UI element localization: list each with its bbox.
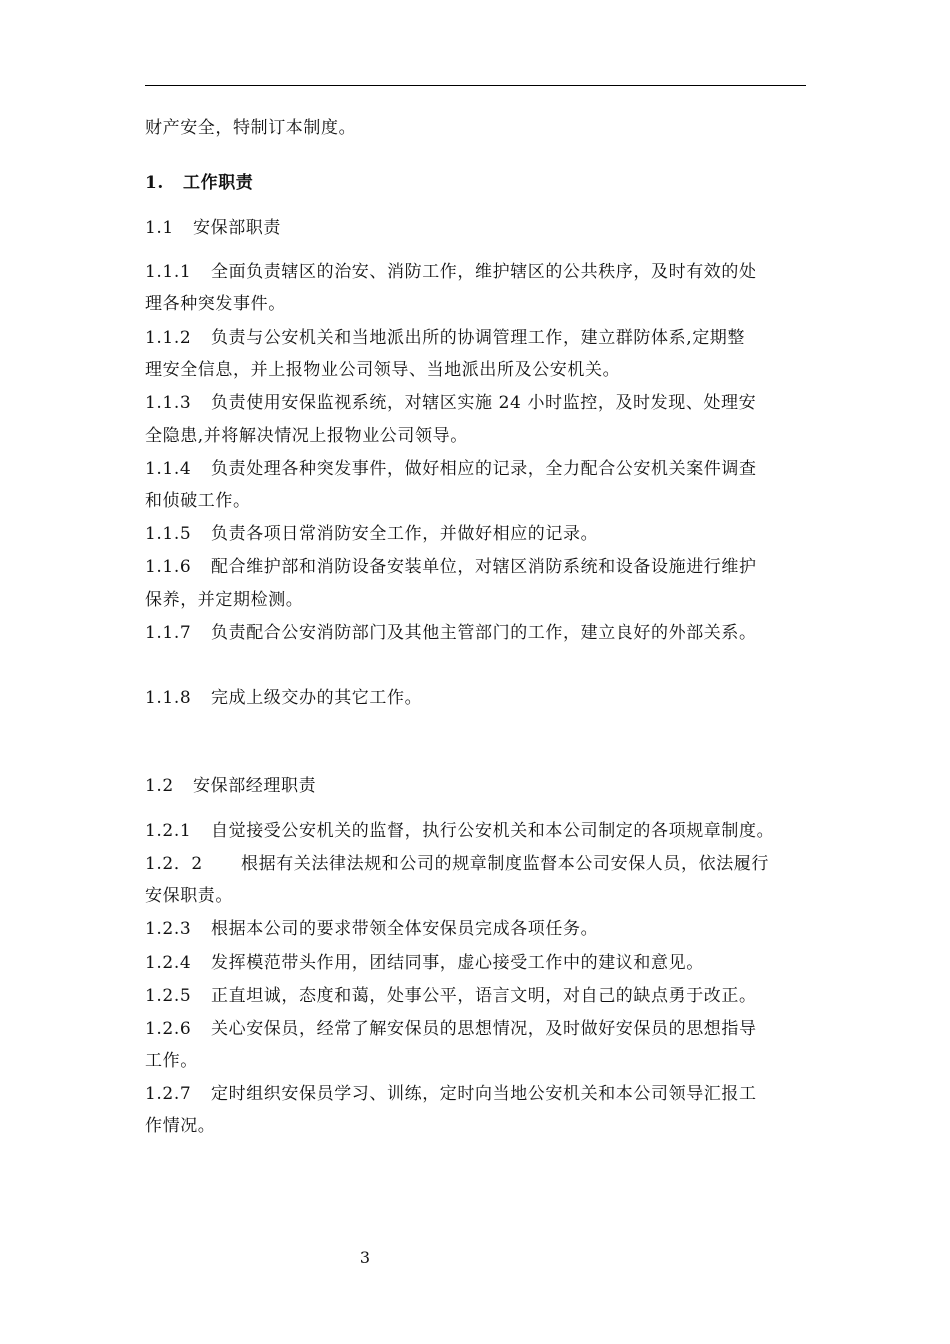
item-1-2-4-line-1 [145, 952, 825, 974]
item-1-1-2-line-1 [145, 327, 825, 349]
subsection-heading-1-2 [145, 775, 825, 797]
item-text: 负责处理各种突发事件，做好相应的记录，全力配合公安机关案件调查 [211, 459, 757, 479]
item-1-1-3-line-1 [145, 392, 825, 414]
item-number: 1.1.7 [145, 623, 192, 643]
item-1-1-5-line-1 [145, 523, 825, 545]
item-number: 1.2.3 [145, 919, 192, 939]
section-heading [145, 172, 825, 194]
item-number: 1.1.6 [145, 557, 192, 577]
item-text: 负责与公安机关和当地派出所的协调管理工作，建立群防体系,定期整 [211, 328, 746, 348]
item-text: 自觉接受公安机关的监督，执行公安机关和本公司制定的各项规章制度。 [211, 821, 775, 841]
item-1-1-7-line-1 [145, 622, 825, 644]
section-title: 工作职责 [183, 173, 254, 193]
item-1-1-6-line-2: 保养，并定期检测。 [145, 590, 304, 610]
item-1-1-3-line-2: 全隐患,并将解决情况上报物业公司领导。 [145, 426, 468, 446]
section-number: 1. [145, 173, 164, 193]
item-text: 配合维护部和消防设备安装单位，对辖区消防系统和设备设施进行维护 [211, 557, 757, 577]
item-1-2-1-line-1 [145, 820, 825, 842]
header-rule [145, 85, 806, 86]
item-number: 1.2.1 [145, 821, 192, 841]
item-1-2-7-line-2: 作情况。 [145, 1116, 216, 1136]
item-number: 1.1.4 [145, 459, 192, 479]
item-1-2-2-line-2: 安保职责。 [145, 886, 233, 906]
item-1-1-2-line-2: 理安全信息，并上报物业公司领导、当地派出所及公安机关。 [145, 360, 621, 380]
item-1-2-6-line-2: 工作。 [145, 1051, 198, 1071]
item-1-1-1-line-1 [145, 261, 825, 283]
item-text: 完成上级交办的其它工作。 [211, 688, 423, 708]
item-1-2-2-line-1 [145, 853, 825, 875]
item-1-2-3-line-1 [145, 918, 825, 940]
item-1-2-7-line-1 [145, 1083, 825, 1105]
item-number: 1.1.2 [145, 328, 192, 348]
item-1-1-4-line-2: 和侦破工作。 [145, 491, 251, 511]
item-1-1-6-line-1 [145, 556, 825, 578]
item-text: 负责配合公安消防部门及其他主管部门的工作，建立良好的外部关系。 [211, 623, 757, 643]
item-number: 1.1.1 [145, 262, 192, 282]
item-1-1-1-line-2: 理各种突发事件。 [145, 294, 286, 314]
item-number: 1.2.5 [145, 986, 192, 1006]
item-1-1-4-line-1 [145, 458, 825, 480]
item-text: 负责使用安保监视系统，对辖区实施 24 小时监控，及时发现、处理安 [211, 393, 757, 413]
page-number: 3 [359, 1248, 371, 1267]
item-1-2-6-line-1 [145, 1018, 825, 1040]
item-text: 根据本公司的要求带领全体安保员完成各项任务。 [211, 919, 599, 939]
subsection-number: 1.2 [145, 776, 174, 796]
subsection-number: 1.1 [145, 218, 174, 238]
item-number: 1.1.3 [145, 393, 192, 413]
subsection-title: 安保部经理职责 [193, 776, 317, 796]
intro-tail-text: 财产安全，特制订本制度。 [145, 118, 357, 138]
item-1-1-8-line-1 [145, 687, 825, 709]
item-number: 1.2.7 [145, 1084, 192, 1104]
item-text: 全面负责辖区的治安、消防工作，维护辖区的公共秩序，及时有效的处 [211, 262, 757, 282]
item-text: 发挥模范带头作用，团结同事，虚心接受工作中的建议和意见。 [211, 953, 704, 973]
item-text: 负责各项日常消防安全工作，并做好相应的记录。 [211, 524, 599, 544]
item-number: 1.2.4 [145, 953, 192, 973]
subsection-title: 安保部职责 [193, 218, 281, 238]
item-text: 定时组织安保员学习、训练，定时向当地公安机关和本公司领导汇报工 [211, 1084, 757, 1104]
item-number: 1.2.6 [145, 1019, 192, 1039]
item-number: 1.1.5 [145, 524, 192, 544]
item-text: 正直坦诚，态度和蔼，处事公平，语言文明，对自己的缺点勇于改正。 [211, 986, 757, 1006]
item-number: 1.1.8 [145, 688, 192, 708]
item-text: 根据有关法律法规和公司的规章制度监督本公司安保人员，依法履行 [241, 854, 769, 874]
item-number: 1.2．2 [145, 854, 203, 874]
item-1-2-5-line-1 [145, 985, 825, 1007]
item-text: 关心安保员，经常了解安保员的思想情况，及时做好安保员的思想指导 [211, 1019, 757, 1039]
subsection-heading-1-1 [145, 217, 825, 239]
